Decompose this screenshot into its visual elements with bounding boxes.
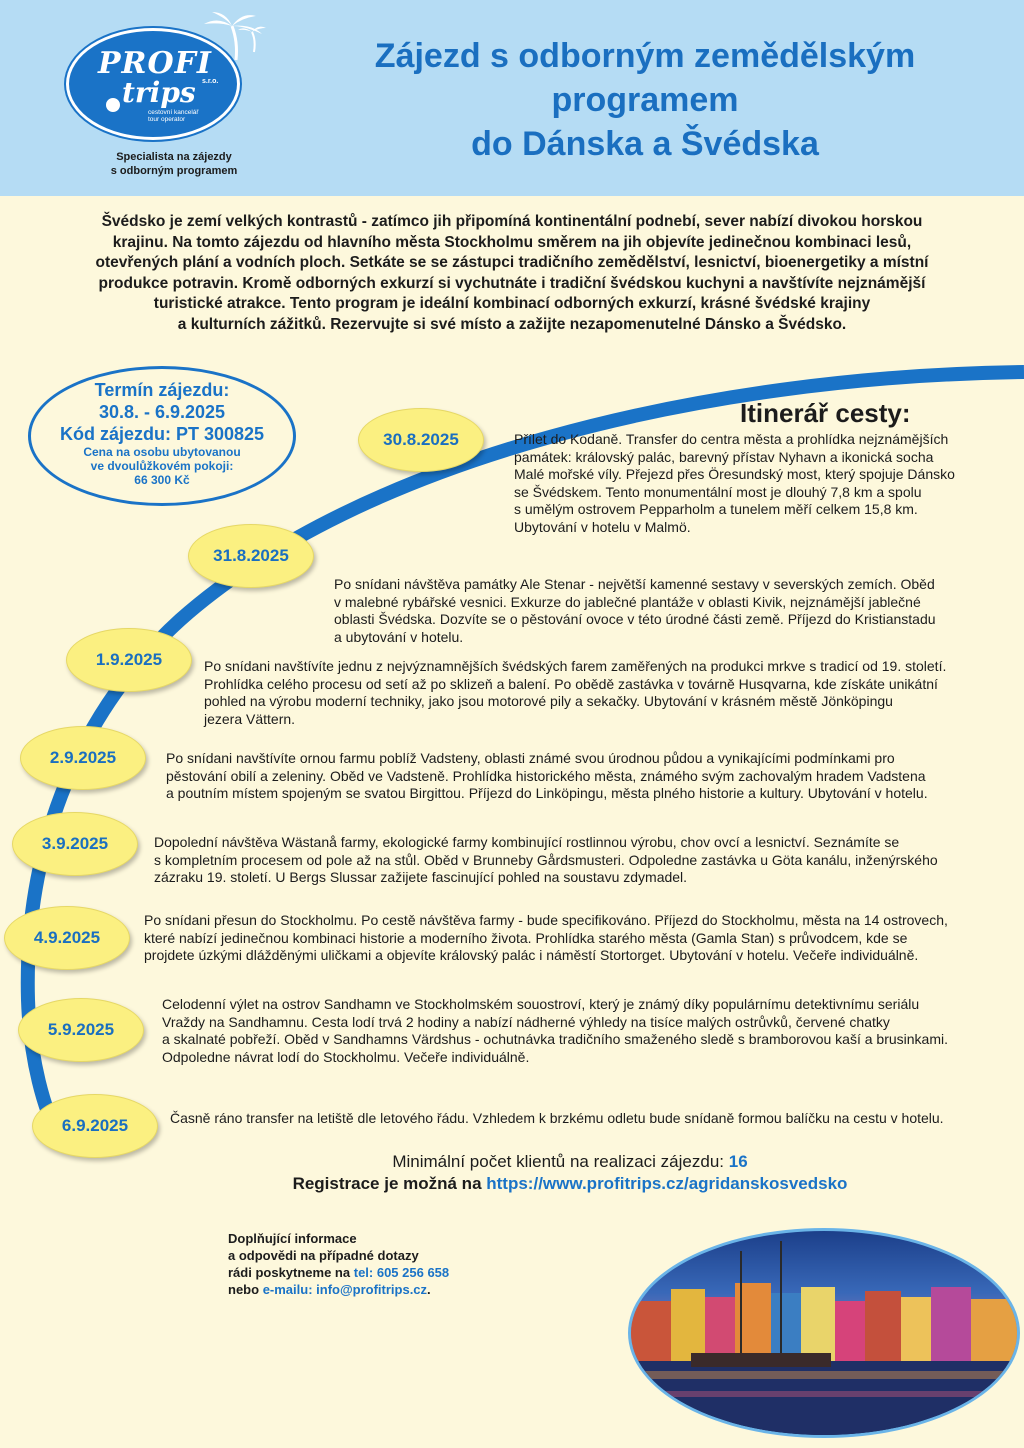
day-description-line: a ubytování v hotelu. (334, 628, 464, 645)
trip-code: Kód zájezdu: PT 300825 (59, 424, 265, 444)
date-bubble: 3.9.2025 (12, 812, 138, 876)
harbour-illustration (631, 1231, 1020, 1438)
day-description-line: Ubytování v hotelu v Malmö. (514, 518, 691, 535)
day-description-line: s kompletním procesem od pole až na stůl. Oběd v Brunneby Gårdsmusteri. Odpoledne zastávka u Göta kanálu, inženýrského (154, 851, 938, 868)
day-description-line: Malé mořské víly. Přejezd přes Öresundský most, který spojuje Dánsko (514, 466, 955, 482)
day-description (204, 658, 946, 728)
day-description (162, 996, 948, 1066)
date-bubble: 30.8.2025 (358, 408, 484, 472)
date-bubble: 5.9.2025 (18, 998, 144, 1062)
min-clients-value: 16 (728, 1152, 748, 1171)
day-description-line: Odpoledne návrat lodí do Stockholmu. Večeře individuálně. (162, 1048, 530, 1065)
day-description-line: zázraku 19. století. U Bergs Slussar zažijete fascinující pohled na soustavu zdymadel. (154, 869, 688, 885)
nyhavn-photo (628, 1228, 1020, 1438)
day-description-line: pěstování obilí a zeleniny. Oběd ve Vadsteně. Prohlídka historického města, známého svým zachovalým hradem Vadstena (166, 767, 926, 784)
day-description-line: Po snídani přesun do Stockholmu. Po cestě návštěva farmy - bude specifikováno. Příjezd do Stockholmu, města na 14 ostrovech, (144, 912, 948, 928)
day-description-line: s umělým ostrovem Pepparholm a tunelem měří celkem 15,8 km. (514, 501, 918, 517)
day-description-line: projdete úzkými dlážděnými uličkami a objevíte královský palác i náměstí Stortorget. Ubytování v hotelu. Večeře individuálně. (144, 947, 919, 963)
price: 66 300 Kč (134, 473, 190, 487)
day-description-line: Celodenní výlet na ostrov Sandhamn ve Stockholmském souostroví, který je známý díky populárnímu detektivnímu seriálu (162, 996, 920, 1012)
day-description-line: Časně ráno transfer na letiště dle letového řádu. Vzhledem k brzkému odletu bude snídaně formou balíčku na cestu v hotelu. (170, 1110, 944, 1126)
day-description (154, 834, 938, 887)
logo-profi-text: PROFI (98, 46, 212, 81)
day-description-line: a skalnaté pobřeží. Oběd v Sandhamns Värdshus - ochutnávka tradičního smaženého sledě s bramborovou kaší a brusinkami. (162, 1031, 948, 1047)
day-description-line: které nabízí jedinečnou kombinaci historie a moderního života. Prohlídka starého města (Gamla Stan) s průvodcem, kde se (144, 929, 908, 946)
day-description-line: jezera Vättern. (204, 710, 296, 727)
logo-legal-text: s.r.o. (202, 78, 219, 85)
date-bubble: 31.8.2025 (188, 524, 314, 588)
term-label: Termín zájezdu: (94, 380, 230, 400)
registration-line: Registrace je možná na https://www.profitrips.cz/agridanskosvedsko (292, 1174, 848, 1193)
day-description-line: oblasti Švédska. Dozvíte se o pěstování ovoce v této úrodné části země. Příjezd do Kristianstadu (334, 611, 936, 627)
logo-sub-text: cestovní kancelář (148, 109, 199, 116)
day-description (144, 912, 948, 965)
day-description-line: a poutním místem spojeným se svatou Birgittou. Příjezd do Linköpingu, města plného historie a kultury. Ubytování v hotelu. (166, 785, 928, 801)
date-bubble: 4.9.2025 (4, 906, 130, 970)
day-description-line: v malebné rybářské vesnici. Exkurze do jablečné plantáže v oblasti Kivik, nejznámější jablečné (334, 593, 921, 610)
page-title: Zájezd s odborným zemědělským programem do Dánska a Švédska (374, 37, 916, 163)
term-value: 30.8. - 6.9.2025 (98, 402, 226, 422)
day-description-line: Po snídani navštívíte jednu z nejvýznamnějších švédských farem zaměřených na produkci mrkve s tradicí od 19. století. (204, 658, 947, 674)
trip-info-oval: Termín zájezdu: 30.8. - 6.9.2025 Kód zájezdu: PT 300825 Cena na osobu ubytovanou ve dvoulůžkovém pokoji: 66 300 Kč (28, 366, 296, 506)
email-link[interactable]: e-mailu: info@profitrips.cz (262, 1282, 428, 1297)
logo-sub-text: tour operator (148, 116, 186, 123)
day-description-line: se Švédskem. Tento monumentální most je dlouhý 7,8 km a spolu (514, 483, 922, 500)
day-description (334, 576, 936, 646)
day-description-line: Po snídani návštěva památky Ale Stenar - největší kamenné sestavy v severských zemích. Oběd (334, 576, 935, 592)
date-bubble: 6.9.2025 (32, 1094, 158, 1158)
logo-trips-text: trips (122, 76, 196, 109)
itinerary-title: Itinerář cesty: (740, 398, 911, 428)
day-description-line: Po snídani navštívíte ornou farmu poblíž Vadsteny, oblasti známé svou úrodnou půdou a vynikajícími podmínkami pro (166, 750, 895, 766)
registration-link[interactable]: https://www.profitrips.cz/agridanskosvedsko (486, 1174, 848, 1193)
day-description (170, 1110, 944, 1128)
date-bubble: 2.9.2025 (20, 726, 146, 790)
day-description (166, 750, 928, 803)
day-description-line: Přílet do Kodaně. Transfer do centra města a prohlídka nejznámějších (514, 431, 949, 447)
day-description (514, 431, 955, 536)
date-bubble: 1.9.2025 (66, 628, 192, 692)
day-description-line: Prohlídka celého procesu od setí až po sklizeň a balení. Po obědě zastávka v továrně Husqvarna, kde získáte unikátní (204, 675, 938, 692)
day-description-line: památek: královský palác, barevný přístav Nyhavn a ikonická socha (514, 448, 934, 465)
day-description-line: Vraždy na Sandhamnu. Cesta lodí trvá 2 hodiny a nabízí nádherné výhledy na tisíce malých ostrůvků, červené chatky (162, 1013, 890, 1030)
day-description-line: Dopolední návštěva Wästanå farmy, ekologické farmy kombinující rostlinnou výrobu, chov ovcí a lesnictví. Seznámíte se (154, 834, 900, 850)
min-clients-line: Minimální počet klientů na realizaci zájezdu: 16 (392, 1152, 748, 1171)
tagline: Specialista na zájezdy s odborným programem (110, 151, 238, 177)
intro-paragraph: Švédsko je zemí velkých kontrastů - zatímco jih připomíná kontinentální podnebí, sever nabízí divokou horskou krajinu. Na tomto zájezdu od hlavního města Stockholmu směrem na jih objevíte jedinečnou kombinaci lesů, otevřených plání a vodních ploch. Setkáte se se zástupci tradičního zemědělství, lesnictví, bioenergetiky a místní produkce potravin. Kromě odborných exkurzí si vychutnáte i tradiční švédskou kuchyni a navštívíte nejznámější turistické atrakce. Tento program je ideální kombinací odborných exkurzí, krásné švédské krajiny a kulturních zážitků. Rezervujte si své místo a zažijte nezapomenutelné Dánsko a Švédsko. (95, 213, 929, 333)
phone-link[interactable]: tel: 605 256 658 (353, 1265, 450, 1280)
contact-info: Doplňující informace a odpovědi na případné dotazy rádi poskytneme na tel: 605 256 658 nebo e-mailu: info@profitrips.cz. (228, 1231, 450, 1297)
day-description-line: pohled na výrobu moderní techniky, jako jsou motorové pily a sekačky. Ubytování v krásném městě Jönköpingu (204, 693, 893, 709)
